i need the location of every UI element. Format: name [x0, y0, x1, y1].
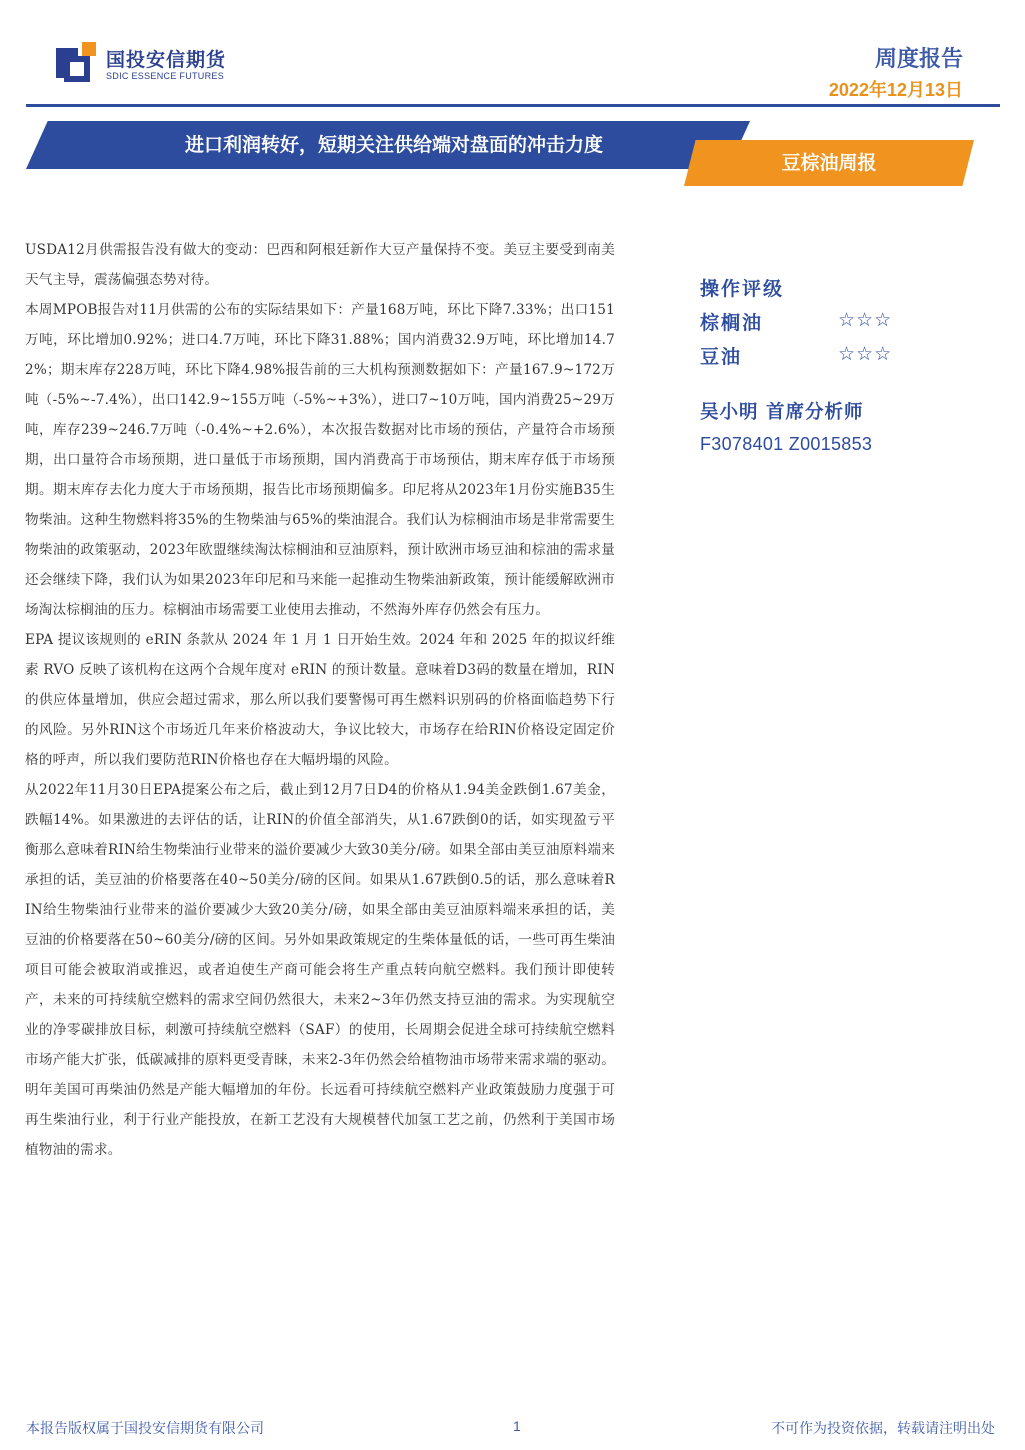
report-title: 进口利润转好，短期关注供给端对盘面的冲击力度	[184, 134, 603, 156]
report-date: 2022年12月13日	[828, 80, 963, 100]
header-divider	[26, 104, 1000, 107]
analyst-name: 吴小明 首席分析师	[700, 402, 864, 423]
star-rating-icon: ☆☆☆	[838, 343, 893, 365]
company-logo	[52, 40, 232, 90]
rating-row-palm-oil	[700, 308, 940, 342]
star-rating-icon: ☆☆☆	[838, 309, 893, 331]
logo-mark-icon	[52, 40, 98, 86]
rating-label: 豆油	[700, 346, 743, 368]
analyst-license: F3078401 Z0015853	[700, 434, 873, 454]
logo-chinese-name: 国投安信期货	[106, 49, 227, 71]
logo-english-name: SDIC ESSENCE FUTURES	[106, 71, 225, 81]
report-body	[25, 235, 615, 1165]
rating-row-soybean-oil	[700, 342, 940, 376]
body-paragraph: USDA12月供需报告没有做大的变动：巴西和阿根廷新作大豆产量保持不变。美豆主要受到南美天气主导，震荡偏强态势对待。	[25, 242, 615, 288]
footer-copyright: 本报告版权属于国投安信期货有限公司	[26, 1421, 264, 1437]
body-paragraph: 本周MPOB报告对11月供需的公布的实际结果如下：产量168万吨，环比下降7.33%；出口151万吨，环比增加0.92%；进口4.7万吨，环比下降31.88%；国内消费32.9万吨，环比增加14.72%；期末库存228万吨，环比下降4.98%报告前的三大机构预测数据如下：产量167.9~172万吨（-5%~-7.4%），出口142.9~155万吨（-5%~+3%），进口7~10万吨，国内消费25~29万吨，库存239~246.7万吨（-0.4%~+2.6%），本次报告数据对比市场的预估，产量符合市场预期，出口量符合市场预期，进口量低于市场预期，国内消费高于市场预估，期末库存低于市场预期。期末库存去化力度大于市场预期，报告比市场预期偏多。印尼将从2023年1月份实施B35生物柴油。这种生物燃料将35%的生物柴油与65%的柴油混合。我们认为棕榈油市场是非常需要生物柴油的政策驱动，2023年欧盟继续淘汰棕榈油和豆油原料，预计欧洲市场豆油和棕油的需求量还会继续下降，我们认为如果2023年印尼和马来能一起推动生物柴油新政策，预计能缓解欧洲市场淘汰棕榈油的压力。棕榈油市场需要工业使用去推动，不然海外库存仍然会有压力。	[25, 302, 615, 618]
rating-sidebar	[700, 274, 940, 455]
rating-label: 棕榈油	[700, 312, 764, 334]
report-type: 周度报告	[874, 47, 963, 72]
page-number: 1	[513, 1418, 521, 1434]
body-paragraph: 从2022年11月30日EPA提案公布之后，截止到12月7日D4的价格从1.94美金跌倒1.67美金，跌幅14%。如果激进的去评估的话，让RIN的价值全部消失，从1.67跌倒0的话，如实现盈亏平衡那么意味着RIN给生物柴油行业带来的溢价要减少大致30美分/磅。如果全部由美豆油原料端来承担的话，美豆油的价格要落在40~50美分/磅的区间。如果从1.67跌倒0.5的话，那么意味着RIN给生物柴油行业带来的溢价要减少大致20美分/磅，如果全部由美豆油原料端来承担的话，美豆油的价格要落在50~60美分/磅的区间。另外如果政策规定的生柴体量低的话，一些可再生柴油项目可能会被取消或推迟，或者迫使生产商可能会将生产重点转向航空燃料。我们预计即使转产，未来的可持续航空燃料的需求空间仍然很大，未来2~3年仍然支持豆油的需求。为实现航空业的净零碳排放目标，刺激可持续航空燃料（SAF）的使用，长周期会促进全球可持续航空燃料市场产能大扩张，低碳减排的原料更受青睐，未来2-3年仍然会给植物油市场带来需求端的驱动。明年美国可再柴油仍然是产能大幅增加的年份。长远看可持续航空燃料产业政策鼓励力度强于可再生柴油行业，利于行业产能投放，在新工艺没有大规模替代加氢工艺之前，仍然利于美国市场植物油的需求。	[25, 782, 615, 1158]
footer-disclaimer: 不可作为投资依据，转载请注明出处	[771, 1421, 995, 1437]
rating-title: 操作评级	[700, 278, 785, 300]
body-paragraph: EPA 提议该规则的 eRIN 条款从 2024 年 1 月 1 日开始生效。2024 年和 2025 年的拟议纤维素 RVO 反映了该机构在这两个合规年度对 eRIN 的预计数量。意味着D3码的数量在增加，RIN的供应体量增加，供应会超过需求，那么所以我们要警惕可再生燃料识别码的价格面临趋势下行的风险。另外RIN这个市场近几年来价格波动大，争议比较大，市场存在给RIN价格设定固定价格的呼声，所以我们要防范RIN价格也存在大幅坍塌的风险。	[25, 632, 615, 768]
report-subtitle: 豆棕油周报	[781, 152, 877, 174]
